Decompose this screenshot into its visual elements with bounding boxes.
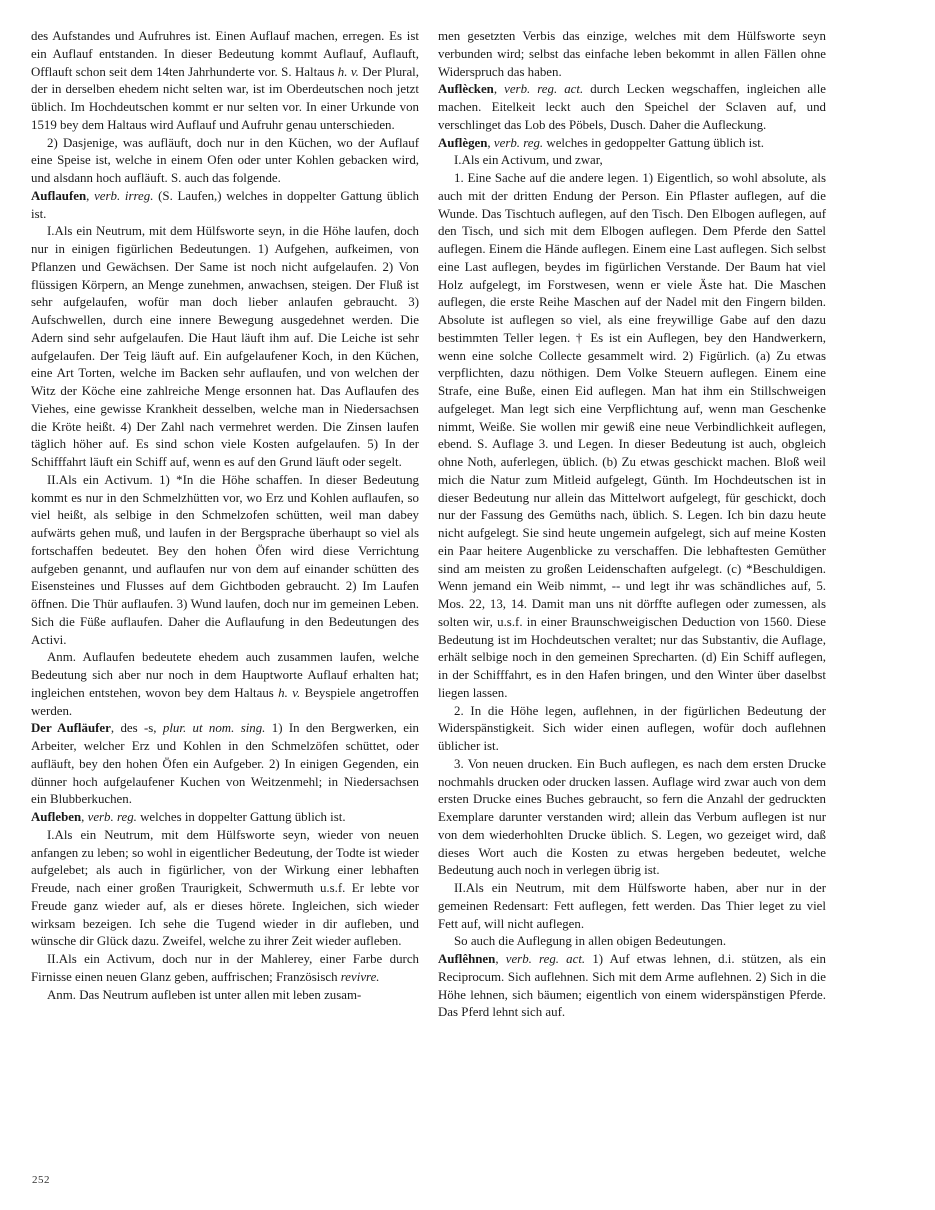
entry-aufleben: Aufleben, verb. reg. welches in doppelter Gattung üblich ist. <box>31 810 346 824</box>
paragraph: I.Als ein Activum, und zwar, <box>454 153 603 168</box>
grammar-note: verb. irreg. <box>94 188 154 203</box>
entry-auflecken: Auflècken, verb. reg. act. durch Lecken wegschaffen, ingleichen alle machen. Eitelkeit leckt auch den Speichel der Sclaven auf, und verschlinget das Lob des Pöbels, Dusch. Daher die Aufleckung. <box>438 82 826 132</box>
entry-auflaeufer: Der Aufläufer, des -s, plur. ut nom. sing. 1) In den Bergwerken, ein Arbeiter, welcher Erz und Kohlen in den Schmelzöfen schüttet, oder aufläuft, bey den hohen Öfen ein Aufgeber. 2) In einigen Gegenden, ein dünner hoch aufgelaufener Kuchen von Weitzenmehl; in Niedersachsen ein Blubberkuchen. <box>31 721 420 807</box>
headword: Auflaufen <box>31 188 87 203</box>
grammar-note: verb. reg. <box>493 135 544 150</box>
entry-auflehnen: Auflêhnen, verb. reg. act. 1) Auf etwas lehnen, d.i. stützen, als ein Reciprocum. Sich auflehnen. Sich mit dem Arme auflehnen. 2) Sich in die Höhe lehnen, sich bäumen; eigentlich von einem widerspänstigen Pferde. Das Pferd lehnt sich auf. <box>438 952 826 1020</box>
paragraph: I.Als ein Neutrum, mit dem Hülfsworte seyn, in die Höhe laufen, doch nur in einigen figürlichen Bedeutungen. 1) Aufgehen, aufkeimen, von Pflanzen und Gewächsen. Der Same ist noch nicht aufgelaufen. 2) Von flüssigen Körpern, an Menge zunehmen, anwachsen, steigen. Der Fluß ist sehr aufgelaufen, wofür man doch lieber anlaufen gebraucht. 3) Aufschwellen, durch eine innere Bewegung ausgedehnet werden. Die Adern sind sehr aufgelaufen. Die Haut läuft ihm auf. Die Leiche ist sehr aufgelaufen. Der Teig läuft auf. Ein aufgelaufener Koch, in den Küchen, eine Art Torten, welche im Backen sehr auflaufen, und von welchen der Witz der Köche eine zahlreiche Menge ersonnen hat. Das Auflaufen des Viehes, eine gewisse Krankheit desselben, welche man in Niedersachsen die Kröte heißt. 4) Der Zahl nach vermehret werden. Die Zinsen laufen täglich höher auf. Es sind schon viele Kosten aufgelaufen. 5) In der Schifffahrt läuft ein Schiff auf, wenn es auf den Grund läuft oder segelt. <box>31 224 419 469</box>
headword: Auflècken <box>438 82 494 97</box>
paragraph: 2. In die Höhe legen, auflehnen, in der figürlichen Bedeutung der Widerspänstigkeit. Sich wider einen auflegen, wofür doch auflehnen üblicher ist. <box>438 703 826 753</box>
page-number: 252 <box>32 1174 50 1186</box>
paragraph: 1. Eine Sache auf die andere legen. 1) Eigentlich, so wohl absolute, als auch mit der dritten Endung der Person. Ein Pflaster auflegen, auf die Wunde. Das Tischtuch auflegen, auf den Tisch. Den Elbogen auflegen, auf den Tisch, und sich mit dem Elbogen auflegen. Dem Pferde den Sattel auflegen. Einem die Hände auflegen. Einem eine Last auflegen. Sich selbst eine Last auflegen, beydes im figürlichen Verstande. Der Baum hat viel Holz aufgelegt, im Forstwesen, wenn er viele Äste hat. Die Maschen auflegen, die erste Reihe Maschen auf der Nadel mit den Fingern bilden. Absolute ist auflegen so viel, als eine freywillige Gabe auf den dazu bestimmten Teller legen. † Es ist ein Auflegen, bey den Handwerkern, wenn eine solche Collecte gesammelt wird. 2) Figürlich. (a) Zu etwas verpflichten, dazu nöthigen. Dem Volke Steuern auflegen. Einem eine Strafe, eine Buße, einen Eid auflegen. Man hat ihm ein Stillschweigen aufgeleget. Man legt sich eine Verpflichtung auf, wenn man Geschenke nimmt, Weiße. Sie wollen mir gewiß eine neue Verbindlichkeit auflegen, ebend. S. Auflage 3. und Legen. In dieser Bedeutung ist auch, obgleich ohne Noth, auferlegen, üblich. (b) Zu etwas geschickt machen. Bloß weil mich die Natur zum Mitleid aufgelegt, Günth. Im Hochdeutschen ist in dieser Bedeutung nur allein das Mittelwort aufgelegt, für geschickt, doch nur der Fassung des Gemüths nach, üblich. S. Legen. Ich bin dazu heute nicht aufgelegt. Sie sind heute ungemein aufgelegt, sich auf meine Kosten ein Paar heitere Augenblicke zu verschaffen. Die lebhaftesten Gemüther sind am meisten zu großen Leidenschaften aufgelegt. (c) *Beschuldigen. Wenn jemand ein Weib nimmt, -- und legt ihr was schändliches auf, 5. Mos. 22, 13, 14. Damit man uns nit dörffte auflegen oder zumessen, als solten wir, u.s.f. in einer Braunschweigischen Deduction von 1560. Diese Bedeutung ist im Hochdeutschen veraltet; nur das Substantiv, die Auflage, erhält selbige noch in den gemeinen Sprecharten. (d) Ein Schiff auflegen, in der Schifffahrt, es in den Hafen bringen, und den Winter über daselbst liegen lassen. <box>438 171 826 700</box>
paragraph: II.Als ein Neutrum, mit dem Hülfsworte haben, aber nur in der gemeinen Redensart: Fett auflegen, fett werden. Das Thier leget zu viel Fett auf, will nicht auflegen. <box>438 881 826 931</box>
paragraph: des Aufstandes und Aufruhres ist. Einen Auflauf machen, erregen. Es ist ein Auflauf entstanden. In dieser Bedeutung kommt Auflauf, Auflauft, Offlauft schon seit dem 14ten Jahrhunderte vor. S. Haltaus h. v. Der Plural, der in derselben ehedem nicht selten war, ist im Oberdeutschen noch jetzt üblich. Im Hochdeutschen kommt er nur selten vor. In einer Urkunde von 1519 bey dem Haltaus wird Auflauf und Aufruhr genau unterschieden. <box>31 29 419 132</box>
grammar-note: verb. reg. act. <box>504 82 584 97</box>
headword: Aufleben <box>31 810 82 824</box>
left-column <box>31 28 419 1004</box>
paragraph: I.Als ein Neutrum, mit dem Hülfsworte seyn, wieder von neuen anfangen zu leben; so wohl in eigentlicher Bedeutung, der Todte ist wieder aufgelebet; als auch in figürlicher, von der Wirkung einer lebhaften Freude, nach einer großen Traurigkeit, Schwermuth u.s.f. Er lebte vor Freude ganz wieder auf, als er dieses hörete. Ingleichen, sich wieder wirksam bezeigen. Ich sehe die Tugend wieder in dir aufleben, und wünsche dir Glück dazu. Zweifel, welche zu ihrer Zeit wieder aufleben. <box>31 827 419 949</box>
paragraph: Anm. Auflaufen bedeutete ehedem auch zusammen laufen, welche Bedeutung sich aber nur noch in dem Hauptworte Auflauf erhalten hat; ingleichen entstehen, wovon bey dem Haltaus h. v. Beyspiele angetroffen werden. <box>31 650 419 718</box>
paragraph: 2) Dasjenige, was aufläuft, doch nur in den Küchen, wo der Auflauf eine Speise ist, welche in einem Ofen oder unter Kohlen gebacken wird, und alsdann hoch aufläuft. S. auch das folgende. <box>31 135 419 185</box>
entry-auflegen: Auflègen, verb. reg. welches in gedoppelter Gattung üblich ist. <box>438 135 765 150</box>
paragraph: 3. Von neuen drucken. Ein Buch auflegen, es nach dem ersten Drucke nochmahls drucken oder drucken lassen. Auflage wird zwar auch von dem ersten Drucke eines Buches gebraucht, so fern die Anzahl der gedruckten Exemplare darunter verstanden wird; allein das Verbum auflegen ist nur von dem wiederhohlten Drucke üblich. S. Legen, wo gezeiget wird, daß dieses Wort auch die Kosten zu etwas hergeben bedeutet, welche Bedeutung auch noch in verlegen übrig ist. <box>438 756 826 878</box>
paragraph: II.Als ein Activum. 1) *In die Höhe schaffen. In dieser Bedeutung kommt es nur in den Schmelzhütten vor, wo Erz und Kohlen auflaufen, so viel heißt, als selbige in den Schmelzofen schütten, weil man dabey aufwärts gehen muß, und laufen in der Bergsprache überhaupt so viel als fortschaffen bedeutet. Bey den hohen Öfen wird diese Verrichtung aufgeben genannt, und auflaufen nur von dem auf einander schütten des Eisensteines und Flusses auf dem Gichtboden gebraucht. 2) Im Laufen öffnen. Die Thür auflaufen. 3) Wund laufen, doch nur im gemeinen Leben. Sich die Füße auflaufen. Daher die Auflaufung in den Bedeutungen des Activi. <box>31 472 419 647</box>
grammar-note: verb. reg. <box>87 810 137 824</box>
entry-auflaufen: Auflaufen, verb. irreg. (S. Laufen,) welches in doppelter Gattung üblich ist. <box>31 188 419 221</box>
headword: Auflègen <box>438 135 488 150</box>
grammar-note: plur. ut nom. sing. <box>162 721 266 736</box>
paragraph: men gesetzten Verbis das einzige, welches mit dem Hülfsworte seyn verbunden wird; selbst das einfache leben bekommt in allen Fällen ohne Widerspruch das haben. <box>438 29 826 79</box>
paragraph: So auch die Auflegung in allen obigen Bedeutungen. <box>454 934 727 949</box>
grammar-note: verb. reg. act. <box>505 952 586 966</box>
right-column <box>438 28 826 1022</box>
headword: Auflêhnen <box>438 952 496 966</box>
paragraph: II.Als ein Activum, doch nur in der Mahlerey, einer Farbe durch Firnisse einen neuen Glanz geben, auffrischen; Französisch revivre. <box>31 952 419 984</box>
headword: Der Aufläufer <box>31 721 111 736</box>
paragraph: Anm. Das Neutrum aufleben ist unter allen mit leben zusam- <box>47 987 362 1002</box>
